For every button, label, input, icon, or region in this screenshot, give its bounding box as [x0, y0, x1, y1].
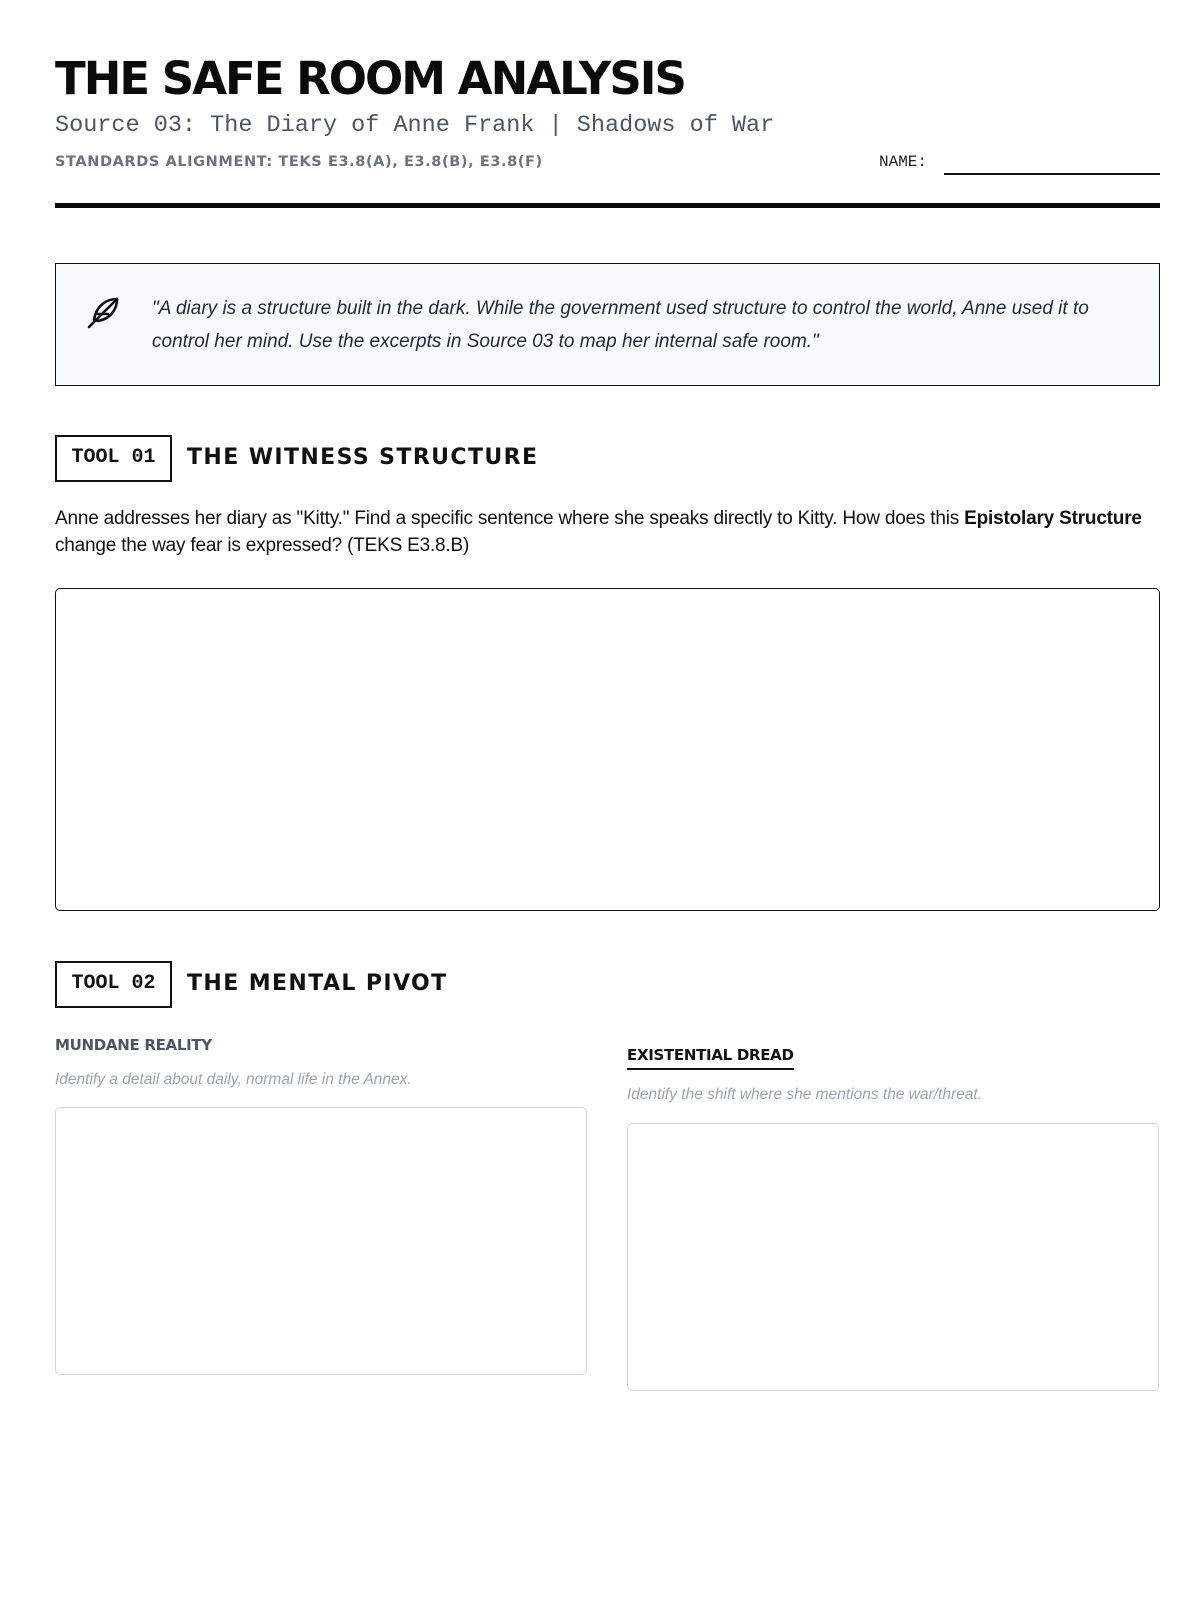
tool-01-header	[55, 435, 755, 482]
prompt-text-end: change the way fear is expressed? (TEKS E3.8.B)	[55, 535, 470, 556]
prompt-text-start: Anne addresses her diary as "Kitty." Find a specific sentence where she speaks directly to Kitty. How does this	[55, 508, 965, 529]
name-label: NAME:	[879, 153, 928, 171]
page-title: THE SAFE ROOM ANALYSIS	[55, 52, 685, 105]
existential-dread-label: EXISTENTIAL DREAD	[627, 1044, 794, 1070]
existential-dread-answer-box[interactable]	[627, 1123, 1159, 1391]
quote-text: "A diary is a structure built in the dark. While the government used structure to control the world, Anne used it to control her mind. Use the excerpts in Source 03 to map her internal safe room."	[152, 298, 1089, 352]
tool-01-badge: TOOL 01	[55, 435, 172, 482]
tool-02-header	[55, 961, 755, 1008]
name-field[interactable]	[879, 151, 1160, 177]
tool-02-badge: TOOL 02	[55, 961, 172, 1008]
existential-dread-hint: Identify the shift where she mentions the war/threat.	[627, 1086, 982, 1103]
feather-pen-icon	[84, 292, 124, 332]
tool-01-title: THE WITNESS STRUCTURE	[187, 445, 539, 470]
mundane-reality-hint: Identify a detail about daily, normal life in the Annex.	[55, 1071, 412, 1088]
tool-02-title: THE MENTAL PIVOT	[187, 971, 448, 996]
witness-structure-answer-box[interactable]	[55, 588, 1160, 911]
quote-callout	[55, 263, 1160, 386]
worksheet-page	[55, 0, 1160, 1600]
standards-alignment: STANDARDS ALIGNMENT: TEKS E3.8(A), E3.8(B), E3.8(F)	[55, 154, 543, 170]
mundane-reality-label: MUNDANE REALITY	[55, 1036, 212, 1054]
mundane-reality-answer-box[interactable]	[55, 1107, 587, 1375]
tool-01-prompt	[55, 505, 1160, 559]
existential-dread-column	[627, 1044, 1159, 1391]
prompt-bold-term: Epistolary Structure	[964, 508, 1142, 529]
header-divider	[55, 203, 1160, 208]
source-subtitle: Source 03: The Diary of Anne Frank | Shadows of War	[55, 112, 775, 139]
name-input-line[interactable]	[944, 173, 1160, 175]
mundane-reality-column	[55, 1034, 587, 1375]
